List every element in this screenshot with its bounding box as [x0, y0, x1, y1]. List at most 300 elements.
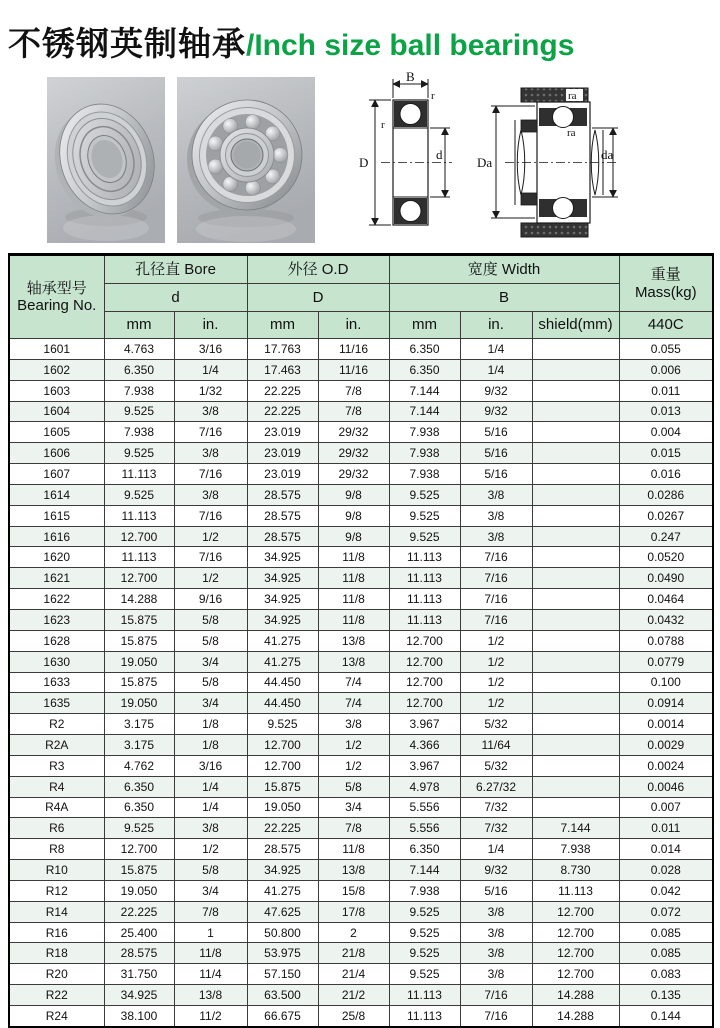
shield-cell: [532, 797, 619, 818]
mass-cell: 0.0024: [619, 755, 713, 776]
bearing-no-cell: 1620: [9, 547, 104, 568]
od-mm-cell: 34.925: [247, 860, 318, 881]
width-mm-cell: 7.144: [389, 380, 460, 401]
table-row: [9, 609, 713, 630]
width-in-cell: 5/32: [460, 714, 532, 735]
bearing-no-cell: 1601: [9, 339, 104, 360]
header-od-group: 外径 O.D: [247, 255, 389, 284]
width-in-cell: 5/32: [460, 755, 532, 776]
width-in-cell: 1/2: [460, 672, 532, 693]
od-in-cell: 1/2: [318, 735, 389, 756]
bearing-photo-open: [177, 77, 315, 243]
width-mm-cell: 5.556: [389, 797, 460, 818]
od-in-cell: 11/8: [318, 547, 389, 568]
od-in-cell: 25/8: [318, 1006, 389, 1027]
od-in-cell: 3/8: [318, 714, 389, 735]
shield-cell: [532, 651, 619, 672]
mass-cell: 0.0490: [619, 568, 713, 589]
table-row: [9, 547, 713, 568]
mass-cell: 0.007: [619, 797, 713, 818]
header-unit-shield: shield(mm): [532, 312, 619, 339]
mass-cell: 0.247: [619, 526, 713, 547]
mass-cell: 0.0914: [619, 693, 713, 714]
shield-cell: 14.288: [532, 1006, 619, 1027]
bore-in-cell: 3/4: [174, 880, 247, 901]
shield-cell: [532, 526, 619, 547]
od-mm-cell: 63.500: [247, 985, 318, 1006]
od-in-cell: 13/8: [318, 651, 389, 672]
mass-cell: 0.0267: [619, 505, 713, 526]
bore-in-cell: 1/8: [174, 714, 247, 735]
table-row: [9, 922, 713, 943]
shield-cell: [532, 443, 619, 464]
width-mm-cell: 12.700: [389, 651, 460, 672]
bore-mm-cell: 7.938: [104, 380, 174, 401]
shield-cell: [532, 547, 619, 568]
width-in-cell: 7/16: [460, 547, 532, 568]
shield-cell: 12.700: [532, 964, 619, 985]
width-mm-cell: 4.978: [389, 776, 460, 797]
mass-cell: 0.0779: [619, 651, 713, 672]
bore-mm-cell: 3.175: [104, 735, 174, 756]
mass-cell: 0.016: [619, 464, 713, 485]
width-mm-cell: 12.700: [389, 630, 460, 651]
spec-table-body: [9, 339, 713, 1027]
mass-cell: 0.0286: [619, 484, 713, 505]
table-row: [9, 1006, 713, 1027]
bore-mm-cell: 14.288: [104, 589, 174, 610]
shield-cell: [532, 589, 619, 610]
bearing-no-cell: R2: [9, 714, 104, 735]
table-row: [9, 776, 713, 797]
bore-mm-cell: 4.762: [104, 755, 174, 776]
width-mm-cell: 9.525: [389, 964, 460, 985]
od-in-cell: 7/8: [318, 818, 389, 839]
od-in-cell: 11/16: [318, 339, 389, 360]
od-in-cell: 13/8: [318, 630, 389, 651]
od-mm-cell: 17.763: [247, 339, 318, 360]
table-row: [9, 735, 713, 756]
width-mm-cell: 11.113: [389, 589, 460, 610]
bearing-no-cell: R18: [9, 943, 104, 964]
mass-cell: 0.042: [619, 880, 713, 901]
bore-in-cell: 11/8: [174, 943, 247, 964]
width-in-cell: 3/8: [460, 484, 532, 505]
table-row: [9, 505, 713, 526]
bearing-no-cell: 1606: [9, 443, 104, 464]
shield-cell: [532, 568, 619, 589]
od-in-cell: 13/8: [318, 860, 389, 881]
od-mm-cell: 44.450: [247, 672, 318, 693]
shield-cell: [532, 401, 619, 422]
width-mm-cell: 11.113: [389, 568, 460, 589]
table-row: [9, 797, 713, 818]
bore-mm-cell: 9.525: [104, 484, 174, 505]
mass-cell: 0.0014: [619, 714, 713, 735]
od-mm-cell: 28.575: [247, 526, 318, 547]
bore-mm-cell: 6.350: [104, 776, 174, 797]
od-in-cell: 7/4: [318, 672, 389, 693]
bearing-no-cell: R4: [9, 776, 104, 797]
table-row: [9, 755, 713, 776]
od-mm-cell: 23.019: [247, 464, 318, 485]
bore-in-cell: 3/16: [174, 339, 247, 360]
spec-table-header: [9, 255, 713, 339]
width-in-cell: 11/64: [460, 735, 532, 756]
bearing-no-cell: 1607: [9, 464, 104, 485]
bore-in-cell: 9/16: [174, 589, 247, 610]
od-mm-cell: 28.575: [247, 505, 318, 526]
od-in-cell: 7/8: [318, 401, 389, 422]
bore-in-cell: 5/8: [174, 860, 247, 881]
od-mm-cell: 17.463: [247, 359, 318, 380]
bore-mm-cell: 11.113: [104, 547, 174, 568]
bearing-no-cell: 1623: [9, 609, 104, 630]
dim-label-r-top: r: [431, 90, 435, 102]
page-title: [8, 18, 574, 65]
table-row: [9, 839, 713, 860]
od-mm-cell: 34.925: [247, 568, 318, 589]
bearing-no-cell: 1633: [9, 672, 104, 693]
width-mm-cell: 7.144: [389, 860, 460, 881]
od-mm-cell: 19.050: [247, 797, 318, 818]
bore-in-cell: 7/16: [174, 464, 247, 485]
table-row: [9, 985, 713, 1006]
bore-in-cell: 7/8: [174, 901, 247, 922]
bore-mm-cell: 15.875: [104, 672, 174, 693]
width-in-cell: 3/8: [460, 964, 532, 985]
shield-cell: 7.938: [532, 839, 619, 860]
shield-cell: [532, 776, 619, 797]
bearing-no-cell: 1628: [9, 630, 104, 651]
od-mm-cell: 9.525: [247, 714, 318, 735]
mass-cell: 0.144: [619, 1006, 713, 1027]
mass-cell: 0.028: [619, 860, 713, 881]
width-in-cell: 1/4: [460, 839, 532, 860]
bore-in-cell: 1/32: [174, 380, 247, 401]
header-bearing-no-en: Bearing No.: [17, 297, 97, 314]
od-in-cell: 11/8: [318, 568, 389, 589]
bore-mm-cell: 3.175: [104, 714, 174, 735]
bore-in-cell: 5/8: [174, 609, 247, 630]
header-unit-width-mm: mm: [389, 312, 460, 339]
od-mm-cell: 41.275: [247, 651, 318, 672]
header-unit-bore-mm: mm: [104, 312, 174, 339]
bore-mm-cell: 15.875: [104, 630, 174, 651]
mass-cell: 0.072: [619, 901, 713, 922]
table-row: [9, 380, 713, 401]
table-row: [9, 568, 713, 589]
dim-label-Da: Da: [477, 155, 493, 170]
shield-cell: [532, 484, 619, 505]
od-mm-cell: 57.150: [247, 964, 318, 985]
table-row: [9, 964, 713, 985]
width-in-cell: 1/2: [460, 651, 532, 672]
bearing-no-cell: R24: [9, 1006, 104, 1027]
table-row: [9, 526, 713, 547]
dim-label-B: B: [406, 69, 415, 84]
bore-in-cell: 1/4: [174, 359, 247, 380]
bearing-no-cell: 1621: [9, 568, 104, 589]
width-in-cell: 5/16: [460, 880, 532, 901]
od-mm-cell: 47.625: [247, 901, 318, 922]
width-mm-cell: 9.525: [389, 943, 460, 964]
width-in-cell: 3/8: [460, 943, 532, 964]
header-mass-zh: 重量: [650, 266, 681, 284]
bore-mm-cell: 12.700: [104, 526, 174, 547]
od-in-cell: 17/8: [318, 901, 389, 922]
shield-cell: 12.700: [532, 901, 619, 922]
table-row: [9, 651, 713, 672]
od-mm-cell: 22.225: [247, 380, 318, 401]
bearing-no-cell: R12: [9, 880, 104, 901]
header-bore-symbol: d: [104, 284, 247, 312]
od-in-cell: 21/2: [318, 985, 389, 1006]
header-width-symbol: B: [389, 284, 619, 312]
bore-in-cell: 7/16: [174, 547, 247, 568]
width-mm-cell: 7.938: [389, 880, 460, 901]
bore-mm-cell: 9.525: [104, 443, 174, 464]
table-row: [9, 443, 713, 464]
mass-cell: 0.0029: [619, 735, 713, 756]
bore-in-cell: 3/8: [174, 443, 247, 464]
od-mm-cell: 44.450: [247, 693, 318, 714]
mass-cell: 0.0046: [619, 776, 713, 797]
bore-in-cell: 3/16: [174, 755, 247, 776]
bearing-no-cell: R4A: [9, 797, 104, 818]
mass-cell: 0.055: [619, 339, 713, 360]
bore-in-cell: 1: [174, 922, 247, 943]
shield-cell: [532, 672, 619, 693]
header-bearing-no: [9, 255, 104, 339]
od-in-cell: 2: [318, 922, 389, 943]
table-row: [9, 693, 713, 714]
mass-cell: 0.0520: [619, 547, 713, 568]
od-in-cell: 21/4: [318, 964, 389, 985]
bore-in-cell: 3/8: [174, 818, 247, 839]
width-mm-cell: 7.938: [389, 443, 460, 464]
width-mm-cell: 9.525: [389, 901, 460, 922]
table-row: [9, 880, 713, 901]
table-row: [9, 359, 713, 380]
bearing-no-cell: R6: [9, 818, 104, 839]
shield-cell: [532, 714, 619, 735]
bore-in-cell: 1/8: [174, 735, 247, 756]
od-in-cell: 11/8: [318, 839, 389, 860]
width-in-cell: 9/32: [460, 380, 532, 401]
mass-cell: 0.083: [619, 964, 713, 985]
table-row: [9, 630, 713, 651]
mass-cell: 0.0788: [619, 630, 713, 651]
width-mm-cell: 11.113: [389, 547, 460, 568]
spec-table: [8, 253, 714, 1028]
mass-cell: 0.135: [619, 985, 713, 1006]
width-in-cell: 1/4: [460, 339, 532, 360]
table-row: [9, 818, 713, 839]
od-in-cell: 7/4: [318, 693, 389, 714]
bore-mm-cell: 9.525: [104, 818, 174, 839]
header-unit-od-mm: mm: [247, 312, 318, 339]
bore-mm-cell: 31.750: [104, 964, 174, 985]
bearing-no-cell: 1635: [9, 693, 104, 714]
bore-mm-cell: 11.113: [104, 505, 174, 526]
bearing-no-cell: 1630: [9, 651, 104, 672]
page-title-en: /Inch size ball bearings: [246, 29, 575, 62]
bore-in-cell: 3/8: [174, 401, 247, 422]
od-in-cell: 29/32: [318, 443, 389, 464]
bore-in-cell: 11/4: [174, 964, 247, 985]
table-row: [9, 422, 713, 443]
width-mm-cell: 12.700: [389, 672, 460, 693]
shield-cell: 12.700: [532, 943, 619, 964]
bearing-no-cell: 1622: [9, 589, 104, 610]
bearing-no-cell: R14: [9, 901, 104, 922]
bearing-no-cell: R8: [9, 839, 104, 860]
header-unit-bore-in: in.: [174, 312, 247, 339]
dim-label-da: da: [601, 147, 614, 162]
bore-mm-cell: 6.350: [104, 359, 174, 380]
mass-cell: 0.011: [619, 818, 713, 839]
width-in-cell: 3/8: [460, 505, 532, 526]
bore-in-cell: 3/8: [174, 484, 247, 505]
mass-cell: 0.085: [619, 922, 713, 943]
od-in-cell: 7/8: [318, 380, 389, 401]
bore-in-cell: 1/4: [174, 776, 247, 797]
width-in-cell: 1/2: [460, 693, 532, 714]
od-in-cell: 15/8: [318, 880, 389, 901]
bore-in-cell: 1/2: [174, 568, 247, 589]
table-row: [9, 464, 713, 485]
mass-cell: 0.014: [619, 839, 713, 860]
bore-in-cell: 1/4: [174, 797, 247, 818]
width-mm-cell: 3.967: [389, 714, 460, 735]
width-in-cell: 1/4: [460, 359, 532, 380]
width-mm-cell: 9.525: [389, 484, 460, 505]
mass-cell: 0.100: [619, 672, 713, 693]
shield-cell: [532, 755, 619, 776]
od-in-cell: 29/32: [318, 464, 389, 485]
width-mm-cell: 9.525: [389, 526, 460, 547]
bearing-dimension-diagrams: [355, 68, 720, 248]
od-mm-cell: 22.225: [247, 401, 318, 422]
diagram-mounting: [477, 88, 618, 237]
od-mm-cell: 34.925: [247, 609, 318, 630]
width-in-cell: 7/16: [460, 568, 532, 589]
bearing-no-cell: 1603: [9, 380, 104, 401]
page-title-zh: 不锈钢英制轴承: [8, 25, 246, 62]
width-in-cell: 3/8: [460, 922, 532, 943]
mass-cell: 0.004: [619, 422, 713, 443]
bore-mm-cell: 15.875: [104, 609, 174, 630]
od-in-cell: 9/8: [318, 505, 389, 526]
od-in-cell: 1/2: [318, 755, 389, 776]
width-mm-cell: 3.967: [389, 755, 460, 776]
bearing-no-cell: R3: [9, 755, 104, 776]
bore-mm-cell: 22.225: [104, 901, 174, 922]
header-unit-width-in: in.: [460, 312, 532, 339]
width-in-cell: 3/8: [460, 526, 532, 547]
width-mm-cell: 9.525: [389, 922, 460, 943]
width-mm-cell: 11.113: [389, 1006, 460, 1027]
table-row: [9, 484, 713, 505]
width-mm-cell: 11.113: [389, 609, 460, 630]
shield-cell: 11.113: [532, 880, 619, 901]
width-mm-cell: 6.350: [389, 359, 460, 380]
bore-mm-cell: 34.925: [104, 985, 174, 1006]
bore-in-cell: 3/4: [174, 693, 247, 714]
width-mm-cell: 6.350: [389, 339, 460, 360]
width-mm-cell: 11.113: [389, 985, 460, 1006]
shield-cell: [532, 464, 619, 485]
bearing-photo-shielded: [47, 77, 165, 243]
bore-mm-cell: 12.700: [104, 568, 174, 589]
od-in-cell: 29/32: [318, 422, 389, 443]
od-mm-cell: 28.575: [247, 839, 318, 860]
bore-in-cell: 7/16: [174, 505, 247, 526]
od-mm-cell: 23.019: [247, 422, 318, 443]
bore-in-cell: 11/2: [174, 1006, 247, 1027]
od-in-cell: 11/8: [318, 609, 389, 630]
shield-cell: [532, 422, 619, 443]
bore-mm-cell: 19.050: [104, 693, 174, 714]
width-in-cell: 7/32: [460, 797, 532, 818]
width-in-cell: 7/16: [460, 985, 532, 1006]
table-row: [9, 860, 713, 881]
shield-cell: [532, 505, 619, 526]
mass-cell: 0.006: [619, 359, 713, 380]
shield-cell: [532, 609, 619, 630]
mass-cell: 0.085: [619, 943, 713, 964]
shield-cell: 7.144: [532, 818, 619, 839]
bore-mm-cell: 15.875: [104, 860, 174, 881]
table-row: [9, 401, 713, 422]
header-mass-en: Mass(kg): [634, 283, 697, 301]
header-mass-material: 440C: [619, 312, 713, 339]
width-mm-cell: 4.366: [389, 735, 460, 756]
od-in-cell: 11/16: [318, 359, 389, 380]
width-in-cell: 7/16: [460, 609, 532, 630]
width-in-cell: 9/32: [460, 860, 532, 881]
od-mm-cell: 23.019: [247, 443, 318, 464]
header-mass: [619, 255, 713, 312]
bore-mm-cell: 19.050: [104, 651, 174, 672]
bearing-no-cell: R22: [9, 985, 104, 1006]
od-mm-cell: 66.675: [247, 1006, 318, 1027]
width-mm-cell: 5.556: [389, 818, 460, 839]
width-in-cell: 5/16: [460, 464, 532, 485]
width-mm-cell: 12.700: [389, 693, 460, 714]
header-bearing-no-zh: 轴承型号: [26, 279, 87, 297]
mass-cell: 0.015: [619, 443, 713, 464]
od-mm-cell: 53.975: [247, 943, 318, 964]
bearing-no-cell: 1604: [9, 401, 104, 422]
bore-in-cell: 13/8: [174, 985, 247, 1006]
bore-mm-cell: 38.100: [104, 1006, 174, 1027]
width-in-cell: 7/32: [460, 818, 532, 839]
bearing-no-cell: 1615: [9, 505, 104, 526]
dim-label-d: d: [436, 147, 443, 162]
diagram-cross-section: [359, 69, 452, 225]
mass-cell: 0.011: [619, 380, 713, 401]
od-in-cell: 3/4: [318, 797, 389, 818]
dim-label-r-left: r: [381, 119, 385, 131]
shield-cell: 14.288: [532, 985, 619, 1006]
bore-in-cell: 1/2: [174, 839, 247, 860]
width-mm-cell: 7.938: [389, 422, 460, 443]
header-unit-od-in: in.: [318, 312, 389, 339]
od-mm-cell: 22.225: [247, 818, 318, 839]
bearing-no-cell: R16: [9, 922, 104, 943]
